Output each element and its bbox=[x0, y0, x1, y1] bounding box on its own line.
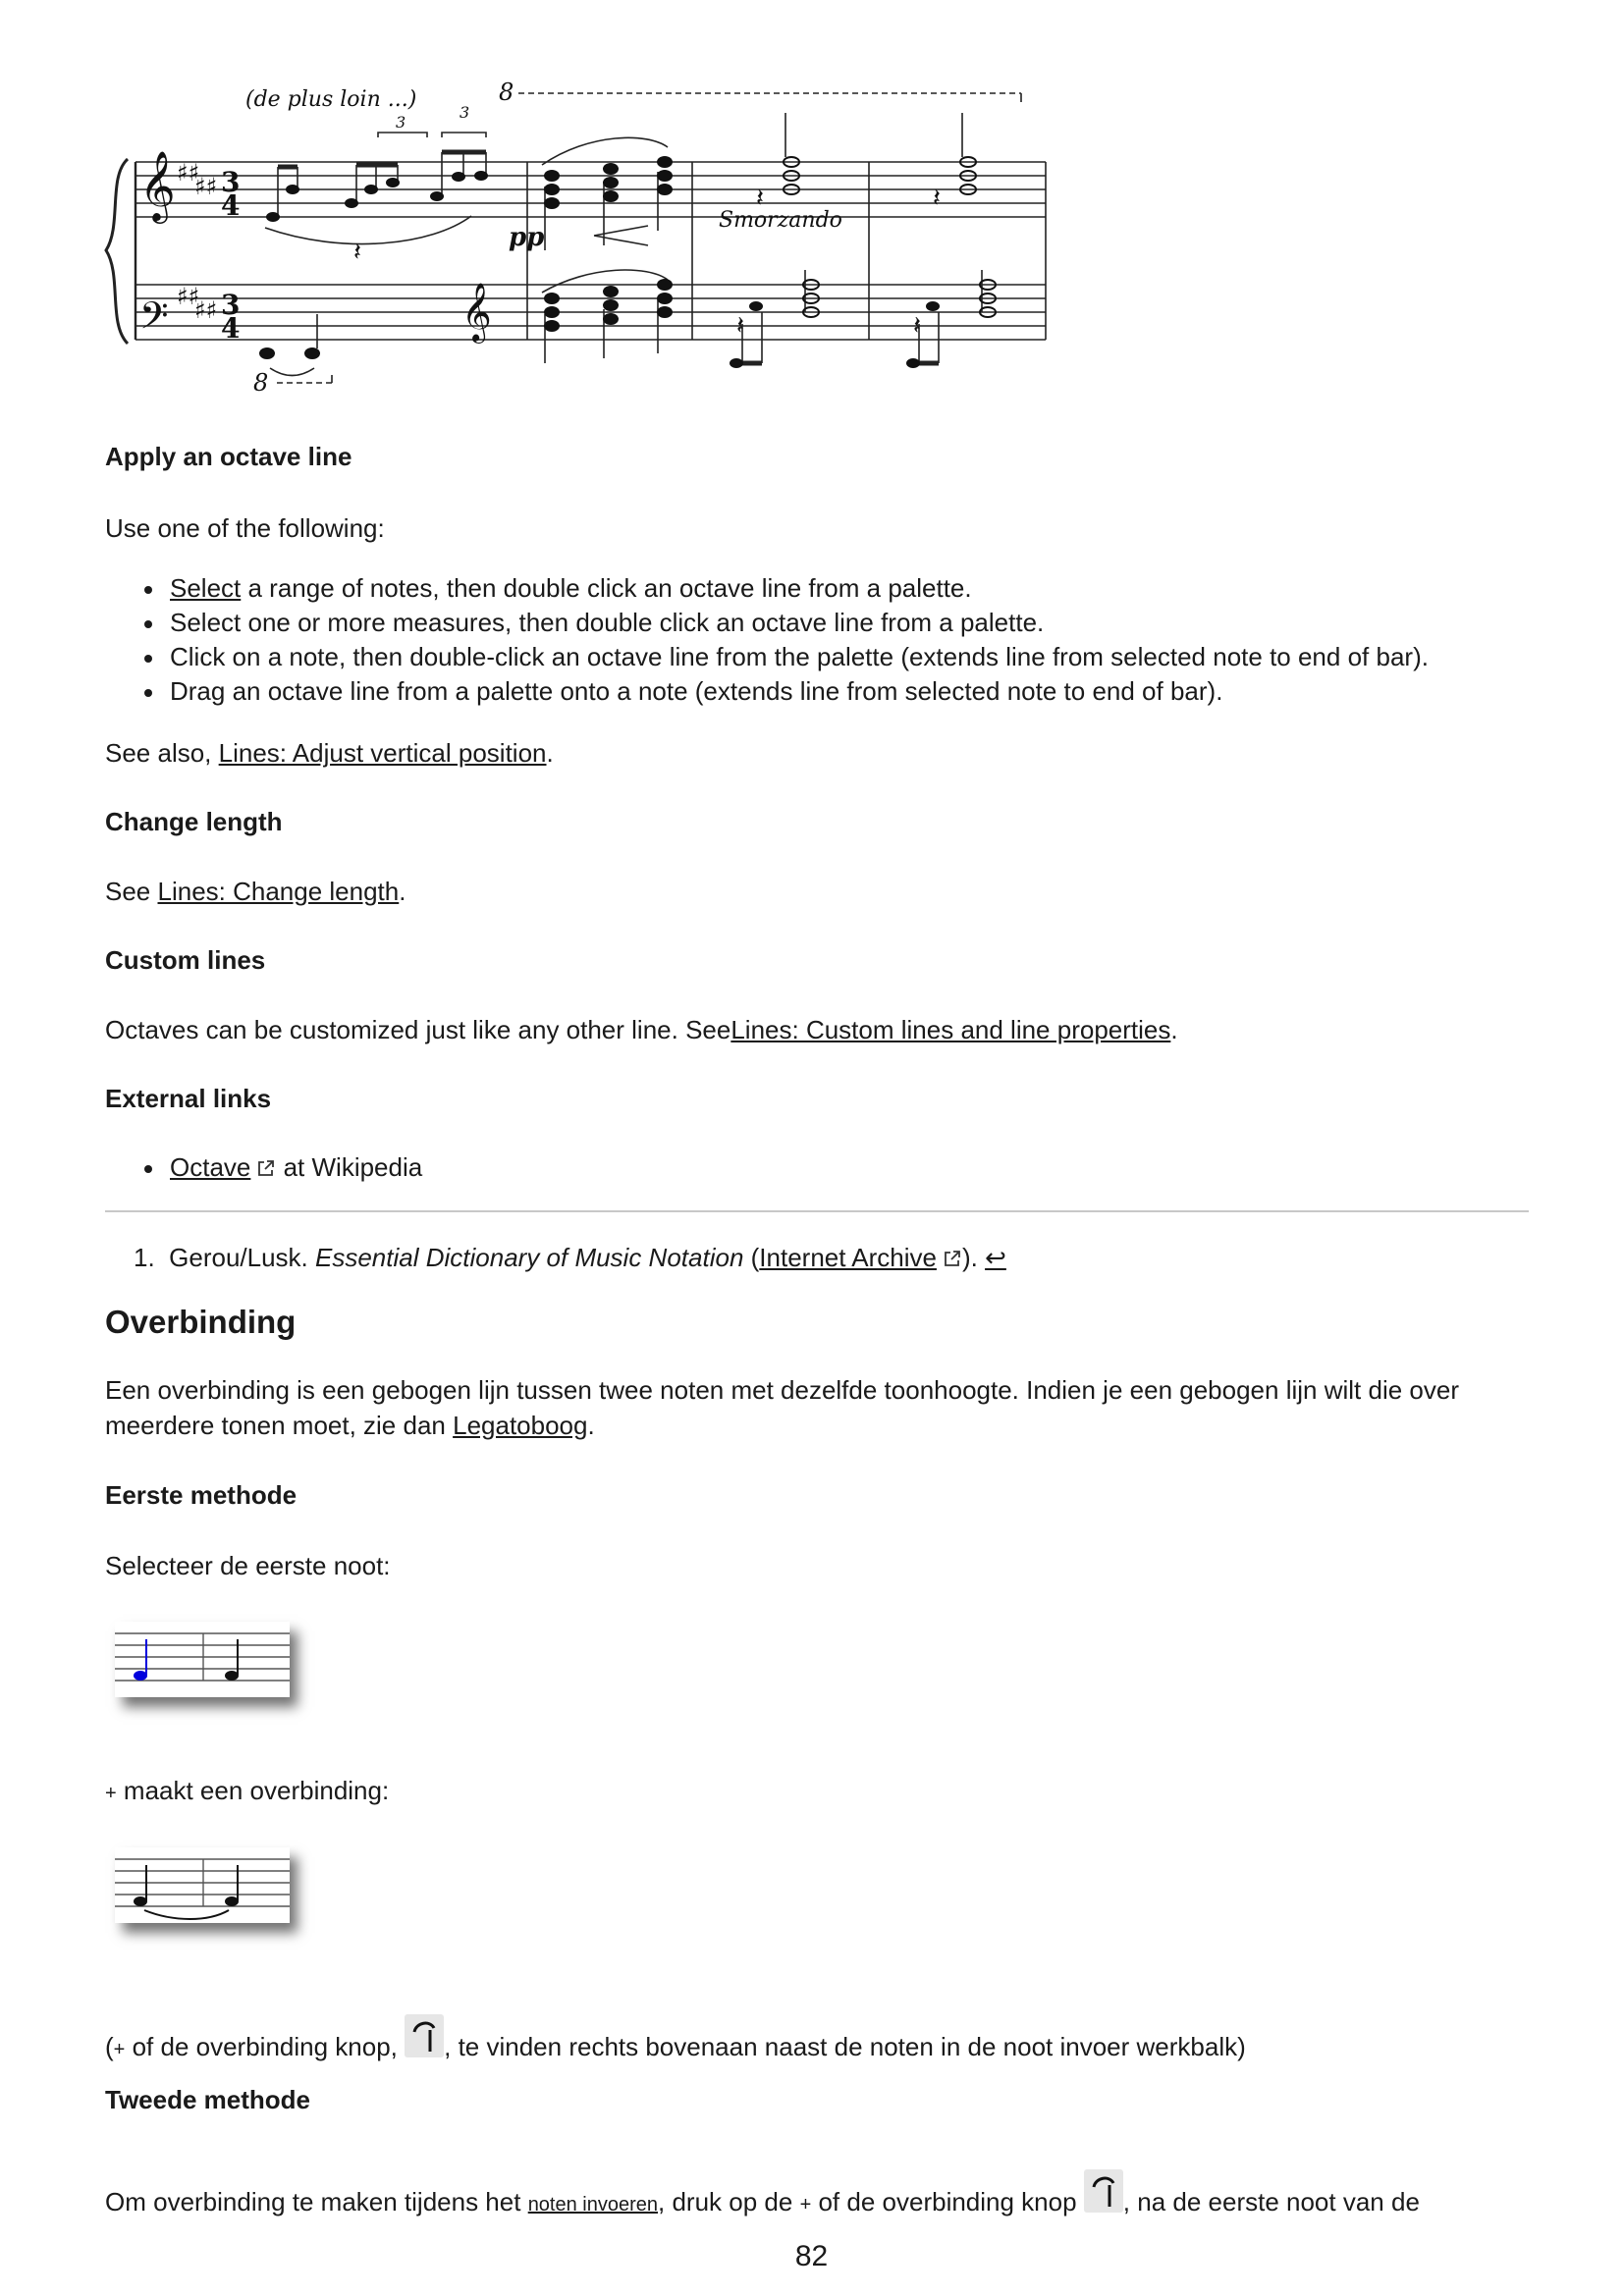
tie-icon bbox=[405, 2014, 444, 2057]
apply-list bbox=[105, 571, 1529, 709]
svg-text:3: 3 bbox=[221, 289, 241, 321]
svg-text:𝄽: 𝄽 bbox=[353, 238, 361, 267]
footnote: 1. Gerou/Lusk. Essential Dictionary of Music Notation (Internet Archive ). ↩ bbox=[134, 1240, 1014, 1275]
svg-text:𝄞: 𝄞 bbox=[461, 283, 492, 342]
change-length-link[interactable]: Lines: Change length bbox=[157, 877, 400, 906]
tie-intro: Een overbinding is een gebogen lijn tussen twee noten met dezelfde toonhoogte. Indien je een gebogen lijn wilt die over meerdere tonen moet, zie dan Legatoboog. bbox=[105, 1375, 1459, 1440]
adjust-vertical-link[interactable]: Lines: Adjust vertical position bbox=[218, 738, 547, 768]
svg-text:♯♯: ♯♯ bbox=[194, 173, 218, 200]
svg-text:4: 4 bbox=[221, 189, 241, 222]
svg-text:𝄽: 𝄽 bbox=[736, 311, 744, 341]
list-item: Select a range of notes, then double click an octave line from a palette. bbox=[105, 571, 1529, 606]
svg-text:4: 4 bbox=[221, 312, 241, 345]
plus-text: + maakt een overbinding: bbox=[105, 1776, 390, 1805]
score-expression: Smorzando bbox=[719, 208, 842, 233]
first-method-text: Selecteer de eerste noot: bbox=[105, 1551, 391, 1580]
note-input-link[interactable]: noten invoeren bbox=[527, 2194, 659, 2216]
change-length-text: See Lines: Change length. bbox=[105, 877, 406, 906]
svg-text:𝄽: 𝄽 bbox=[756, 184, 764, 213]
svg-text:3: 3 bbox=[221, 166, 241, 198]
svg-text:𝄽: 𝄽 bbox=[913, 311, 921, 341]
list-item: Click on a note, then double-click an octave line from the palette (extends line from selected note to end of bar). bbox=[105, 640, 1529, 674]
octave-wikipedia-link[interactable]: Octave bbox=[170, 1152, 251, 1182]
apply-heading: Apply an octave line bbox=[105, 442, 352, 471]
svg-text:𝄞: 𝄞 bbox=[139, 149, 176, 221]
external-links-list bbox=[105, 1150, 1087, 1185]
score-annotation: (de plus loin ...) bbox=[245, 87, 417, 112]
svg-text:♯♯: ♯♯ bbox=[177, 283, 200, 310]
score-triplet-1: 3 bbox=[396, 113, 406, 132]
change-length-heading: Change length bbox=[105, 807, 283, 836]
svg-text:♯♯: ♯♯ bbox=[194, 296, 218, 324]
score-triplet-2: 3 bbox=[460, 103, 470, 122]
svg-text:♯♯: ♯♯ bbox=[177, 159, 200, 187]
footnote-divider bbox=[105, 1210, 1529, 1212]
tie-icon bbox=[1084, 2169, 1123, 2213]
see-also: See also, Lines: Adjust vertical position. bbox=[105, 738, 554, 768]
tie-button-text: (+ of de overbinding knop, , te vinden rechts bovenaan naast de noten in de noot invoer werkbalk) bbox=[105, 2014, 1246, 2067]
piano-score-image bbox=[98, 79, 1051, 393]
selected-note-image bbox=[115, 1622, 290, 1697]
second-method-heading: Tweede methode bbox=[105, 2085, 311, 2114]
svg-text:𝄽: 𝄽 bbox=[933, 184, 941, 213]
external-link-icon bbox=[943, 1249, 962, 1268]
external-link-icon bbox=[256, 1158, 276, 1178]
second-method-text: Om overbinding te maken tijdens het noten invoeren, druk op de + of de overbinding knop , na de eerste noot van de bbox=[105, 2169, 1529, 2222]
page-number: 82 bbox=[794, 2240, 829, 2272]
custom-lines-link[interactable]: Lines: Custom lines and line properties bbox=[730, 1015, 1171, 1044]
custom-lines-heading: Custom lines bbox=[105, 945, 266, 975]
list-item: Octave at Wikipedia bbox=[105, 1150, 1087, 1185]
score-ottava-top: 8 bbox=[499, 79, 514, 106]
tie-button[interactable] bbox=[1084, 2169, 1123, 2213]
tied-notes-image bbox=[115, 1847, 290, 1923]
custom-lines-text: Octaves can be customized just like any other line. SeeLines: Custom lines and line properties. bbox=[105, 1015, 1178, 1044]
list-item: Drag an octave line from a palette onto a note (extends line from selected note to end of bar). bbox=[105, 674, 1529, 709]
select-link[interactable]: Select bbox=[170, 573, 242, 603]
tie-button[interactable] bbox=[405, 2014, 444, 2057]
first-method-heading: Eerste methode bbox=[105, 1480, 298, 1510]
list-item: Select one or more measures, then double click an octave line from a palette. bbox=[105, 606, 1529, 640]
score-dynamic: pp bbox=[509, 223, 545, 252]
apply-intro: Use one of the following: bbox=[105, 513, 385, 543]
section-title: Overbinding bbox=[105, 1304, 297, 1340]
svg-text:𝄢: 𝄢 bbox=[139, 294, 169, 347]
score-ottava-bottom: 8 bbox=[253, 369, 269, 393]
footnote-back-link[interactable]: ↩ bbox=[985, 1243, 1006, 1272]
legatoboog-link[interactable]: Legatoboog bbox=[453, 1411, 588, 1440]
external-links-heading: External links bbox=[105, 1084, 272, 1113]
internet-archive-link[interactable]: Internet Archive bbox=[759, 1243, 937, 1272]
